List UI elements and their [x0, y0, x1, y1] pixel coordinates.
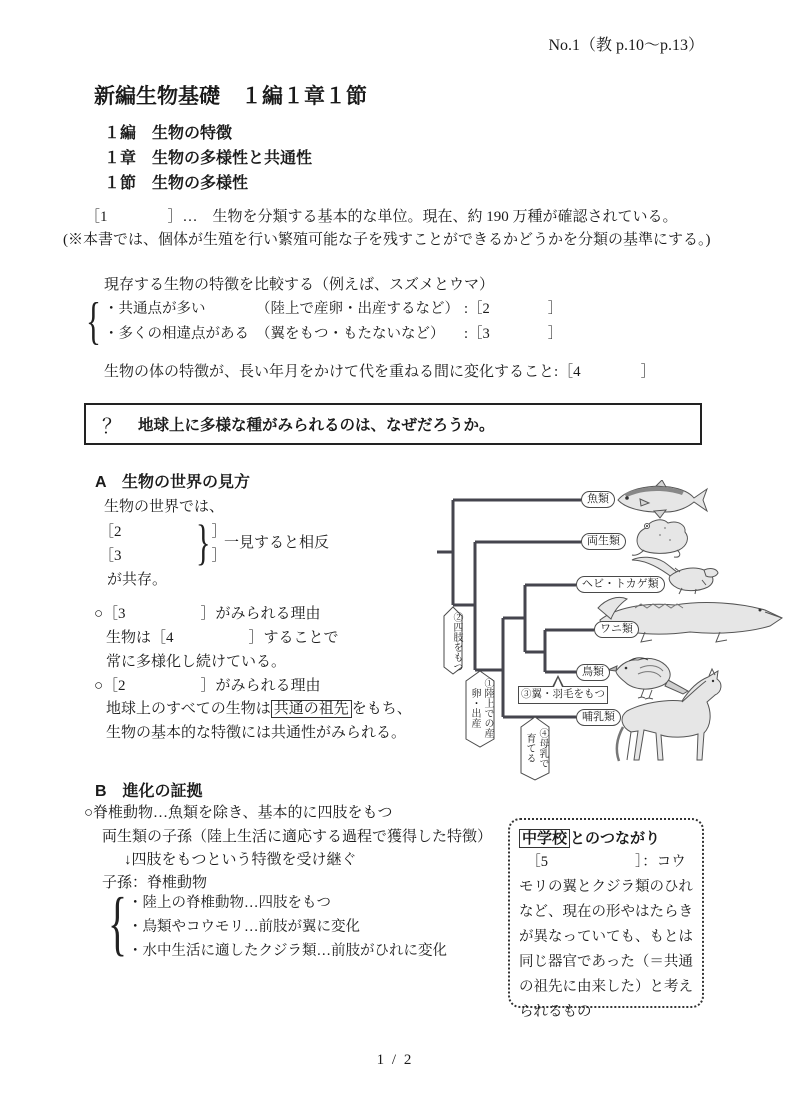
section-b-heading: B 進化の証拠	[95, 783, 203, 800]
connection-box-body: ［5 ］：コウモリの翼とクジラ類のひれなど、現在の形やはたらきが異なっていても、もとは同じ器官であった（＝共通の祖先に由来した）と考えられるもの	[519, 854, 693, 1020]
descendant-label-line: 子孫：脊椎動物	[102, 875, 208, 891]
compare-answer-blank: :［2 ］	[464, 301, 563, 317]
vertebrate-line: ○脊椎動物…魚類を除き、基本的に四肢をもつ	[84, 805, 393, 821]
connection-box-title-rest: とのつながり	[570, 830, 661, 847]
common-ancestor-boxed-term: 共通の祖先	[271, 700, 352, 718]
inherit-trait-line: ↓四肢をもつという特徴を受け継ぐ	[124, 852, 357, 868]
header-page-ref: No.1（教 p.10～p.13）	[548, 37, 704, 54]
species-definition-line: ［1 ］… 生物を分類する基本的な単位。現在、約 190 万種が確認されている。	[85, 209, 678, 225]
descendant-list	[128, 891, 447, 963]
contrast-note: 一見すると相反	[224, 535, 330, 551]
evolution-definition-line: 生物の体の特徴が、長い年月をかけて代を重ねる間に変化すること:［4 ］	[104, 364, 656, 380]
compare-heading: 現存する生物の特徴を比較する（例えば、スズメとウマ）	[104, 277, 495, 293]
connection-box-title	[519, 827, 693, 848]
reason-diversity-line1: 生物は［4 ］することで	[106, 630, 339, 646]
taxon-label-crocodile: ワニ類	[594, 621, 639, 638]
descendant-item-wing: ・鳥類やコウモリ…前肢が翼に変化	[128, 919, 360, 935]
trait-tag-wings-feathers: ③翼・羽毛をもつ	[518, 686, 608, 704]
trait-tag-land-egg-birth: ①陸上での産卵・出産	[469, 678, 493, 738]
taxon-label-bird: 鳥類	[576, 664, 610, 681]
reason-common-post: をもち、	[351, 701, 412, 717]
phylogenetic-tree-svg	[430, 480, 790, 810]
frog-icon	[632, 520, 687, 557]
toc-line-sho: １章 生物の多様性と共通性	[104, 150, 313, 167]
tree-branches	[437, 500, 594, 717]
descendant-item-fin: ・水中生活に適したクジラ類…前肢がひれに変化	[128, 943, 447, 959]
junior-high-boxed-term: 中学校	[519, 829, 570, 848]
trait-tag-milk-rearing: ④母乳で育てる	[524, 728, 548, 768]
taxon-label-amphibian: 両生類	[581, 533, 626, 550]
amphibian-descendant-line: 両生類の子孫（陸上生活に適応する過程で獲得した特徴）	[102, 829, 493, 845]
definition-note-line: (※本書では、個体が生殖を行い繁殖可能な子を残すことができるかどうかを分類の基準にする。)	[63, 232, 711, 248]
compare-row-difference	[104, 322, 564, 347]
compare-label: ・共通点が多い	[104, 301, 206, 317]
section-a-intro: 生物の世界では、	[104, 499, 225, 515]
section-a-heading: A 生物の世界の見方	[95, 474, 250, 491]
reason-diversity-line2: 常に多様化し続けている。	[106, 654, 287, 670]
page-number: 1 / 2	[376, 1052, 414, 1068]
left-brace-glyph: {	[86, 293, 101, 350]
compare-example: （陸上で産卵・出産するなど）	[256, 301, 459, 317]
junior-high-connection-box	[508, 818, 704, 1020]
toc-line-setsu: １節 生物の多様性	[104, 175, 249, 192]
bird-icon	[608, 658, 688, 699]
reason-diversity-heading: ○［3 ］がみられる理由	[94, 606, 321, 622]
reason-common-line1	[106, 698, 412, 721]
left-brace-glyph: {	[108, 883, 128, 963]
coexist-line: が共存。	[107, 572, 168, 588]
reason-common-line2: 生物の基本的な特徴には共通性がみられる。	[106, 725, 407, 741]
page-title: 新編生物基礎 １編１章１節	[94, 85, 367, 108]
phylogenetic-tree-figure	[430, 480, 790, 810]
question-mark-icon: ？	[102, 415, 122, 438]
reason-common-heading: ○［2 ］がみられる理由	[94, 678, 321, 694]
right-brace-glyph: }	[196, 514, 211, 570]
compare-row-common	[104, 297, 564, 322]
compare-label: ・多くの相違点がある	[104, 326, 249, 342]
taxon-label-squamate: ヘビ・トカゲ類	[576, 576, 665, 593]
blank-2-line: ［2 ］	[99, 524, 227, 540]
toc-line-hen: １編 生物の特徴	[104, 125, 233, 142]
reason-common-pre: 地球上のすべての生物は	[106, 701, 271, 717]
compare-example: （翼をもつ・もたないなど）	[256, 326, 445, 342]
blank-3-line: ［3 ］	[99, 548, 227, 564]
descendant-item-land: ・陸上の脊椎動物…四肢をもつ	[128, 895, 331, 911]
taxon-label-mammal: 哺乳類	[576, 709, 621, 726]
compare-answer-blank: :［3 ］	[464, 326, 563, 342]
compare-rows	[104, 297, 564, 347]
fish-icon	[618, 480, 707, 518]
taxon-label-fish: 魚類	[581, 491, 615, 508]
toc-block	[104, 121, 312, 196]
inquiry-question-text: 地球上に多様な種がみられるのは、なぜだろうか。	[138, 417, 495, 434]
inquiry-question-box	[84, 403, 702, 445]
trait-tag-tetrapod-limbs: ②四肢をもつ	[451, 612, 462, 672]
